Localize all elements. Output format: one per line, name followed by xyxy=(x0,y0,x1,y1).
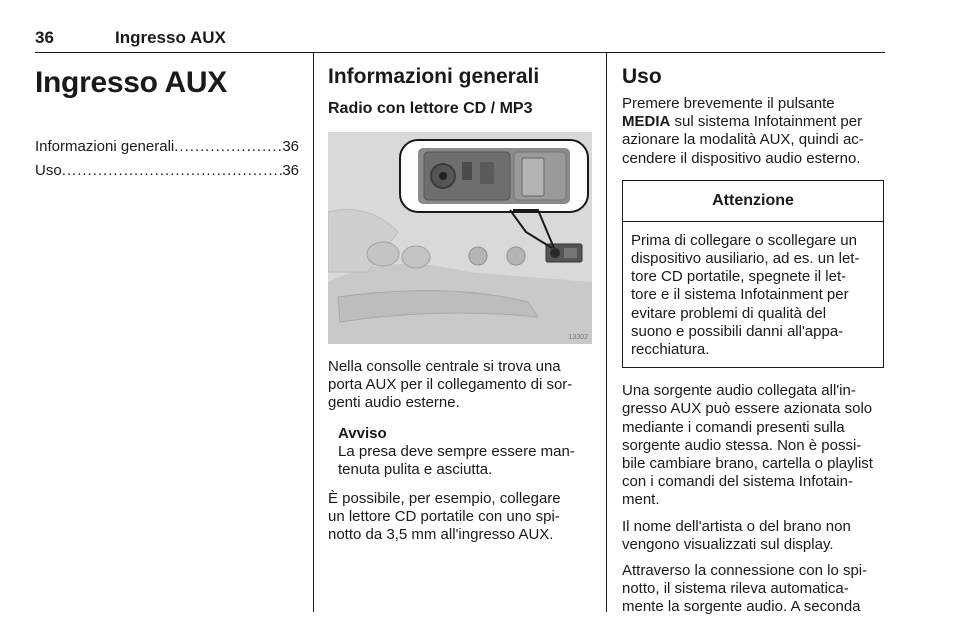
column-usage xyxy=(622,60,886,617)
notice-block xyxy=(338,425,592,479)
column-general-info xyxy=(328,60,592,545)
notice-title: Avviso xyxy=(338,424,387,442)
body-paragraph: Una sorgente audio collegata all'in- gresso AUX può essere azionata solo mediante i comandi presenti sulla sorgente audio stessa. Non è possi- bile cambiare brano, cartella o playlist con i comandi del sistema Infotain- ment. xyxy=(622,382,873,509)
subsection-title: Radio con lettore CD / MP3 xyxy=(328,100,533,117)
running-title: Ingresso AUX xyxy=(115,28,226,47)
chapter-title: Ingresso AUX xyxy=(35,66,228,99)
column-divider xyxy=(606,52,607,612)
toc-entry-page: 36 xyxy=(282,138,299,155)
intro-paragraph: Premere brevemente il pulsante MEDIA sul sistema Infotainment per azionare la modalità AUX, quindi ac- cendere il dispositivo audio esterno. xyxy=(622,95,864,167)
toc-entry-label: Uso xyxy=(35,162,62,179)
notice-text: La presa deve sempre essere man- tenuta pulita e asciutta. xyxy=(338,442,575,478)
body-paragraph: È possibile, per esempio, collegare un lettore CD portatile con uno spi- notto da 3,5 mm all'ingresso AUX. xyxy=(328,490,561,544)
console-illustration xyxy=(328,132,592,344)
toc-entry-page: 36 xyxy=(282,162,299,179)
body-paragraph: Nella consolle centrale si trova una porta AUX per il collegamento di sor- genti audio esterne. xyxy=(328,358,573,412)
column-divider xyxy=(313,52,314,612)
body-paragraph: Il nome dell'artista o del brano non vengono visualizzati sul display. xyxy=(622,517,851,553)
toc-entry[interactable] xyxy=(35,159,299,183)
table-of-contents xyxy=(35,135,299,183)
section-title: Informazioni generali xyxy=(328,65,540,88)
media-button-label: MEDIA xyxy=(622,113,671,131)
toc-leader xyxy=(174,135,282,159)
warning-title: Attenzione xyxy=(623,181,883,222)
toc-entry[interactable] xyxy=(35,135,299,159)
body-paragraph: Attraverso la connessione con lo spi- notto, il sistema rileva automatica- mente la sorgente audio. A seconda xyxy=(622,562,868,616)
column-toc xyxy=(35,60,299,183)
toc-entry-label: Informazioni generali xyxy=(35,138,175,155)
console-aux-figure xyxy=(328,132,592,344)
toc-leader xyxy=(62,159,283,183)
section-title: Uso xyxy=(622,65,662,88)
figure-code: 13302 xyxy=(568,334,588,341)
page-number: 36 xyxy=(35,28,54,47)
warning-box xyxy=(622,180,884,368)
page-header xyxy=(35,28,885,53)
warning-body: Prima di collegare o scollegare un dispositivo ausiliario, ad es. un let- tore CD portatile, spegnete il let- tore e il sistema Infotainment per evitare problemi di qualità del suono e possibili danni all'appa- recchiatura. xyxy=(631,231,860,359)
